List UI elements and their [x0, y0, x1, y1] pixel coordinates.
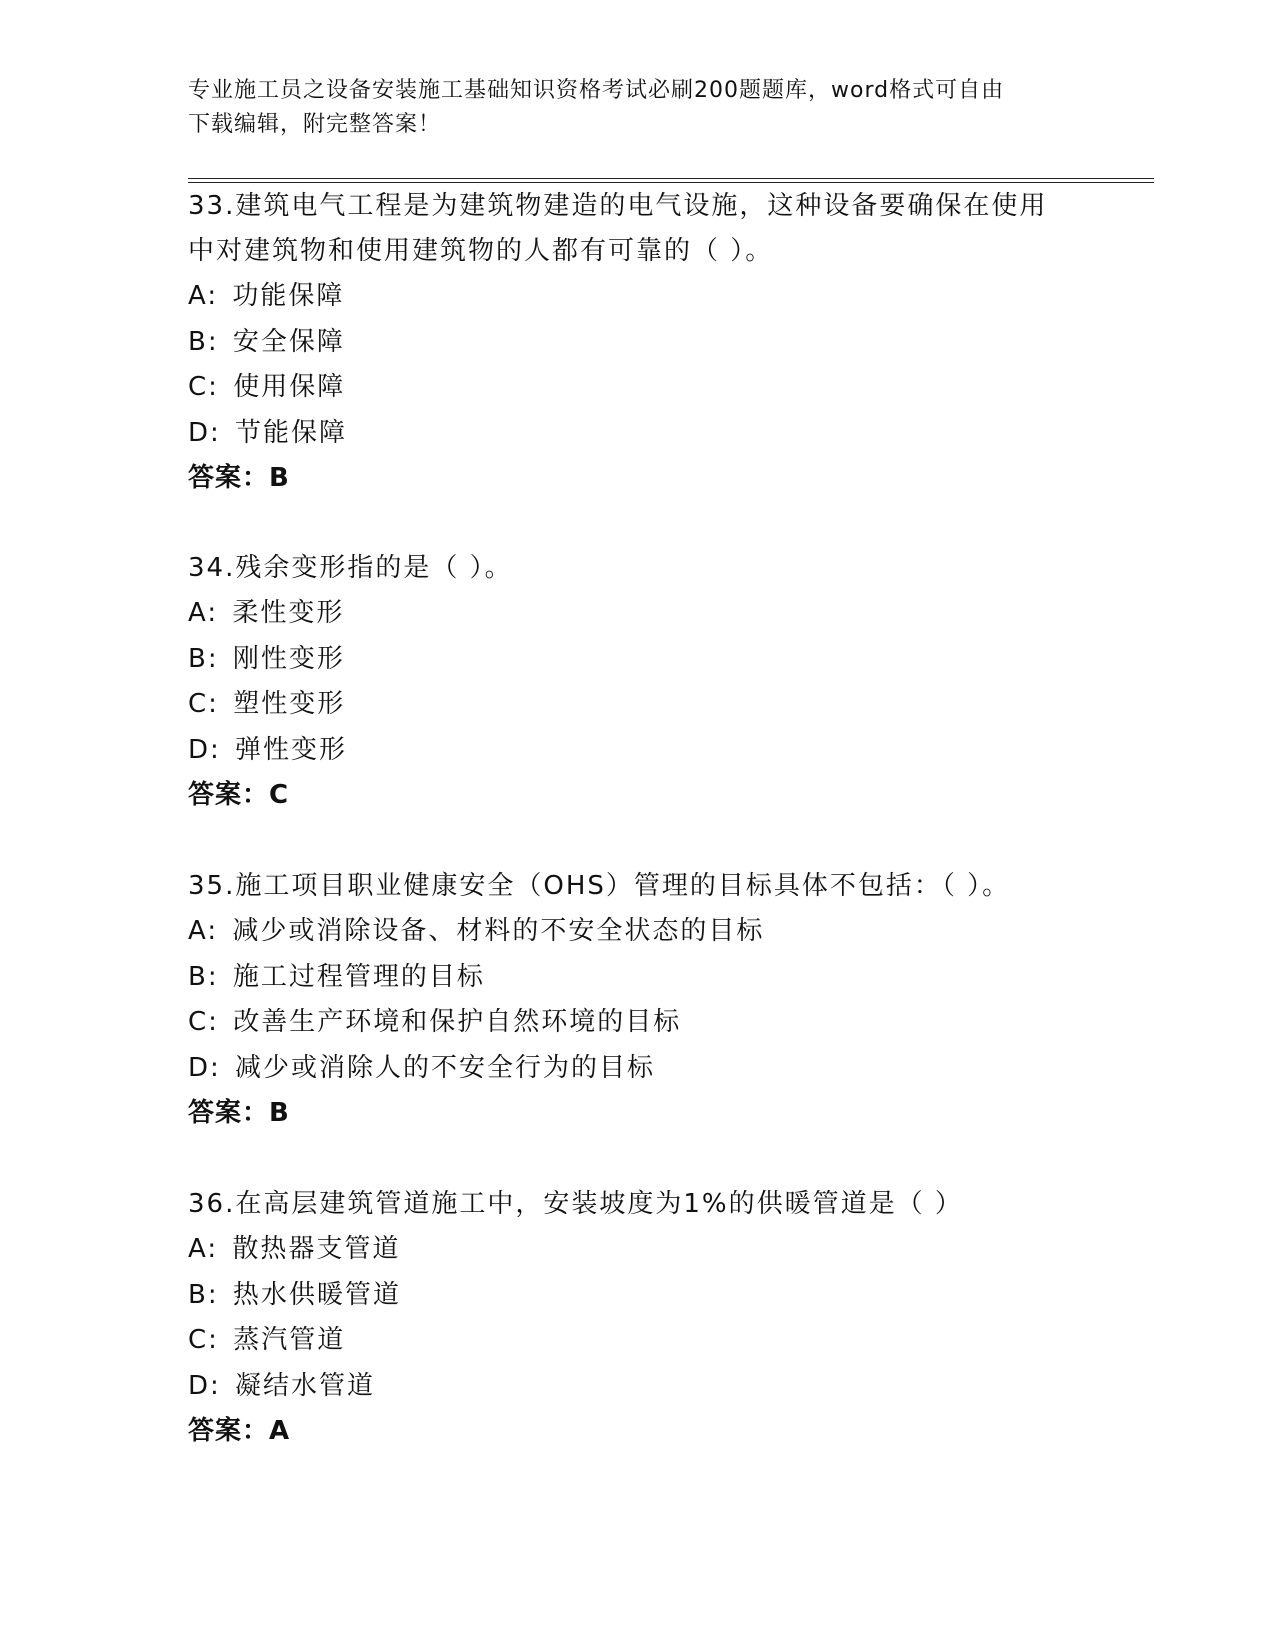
answer-text: 答案：A	[188, 1416, 291, 1446]
option-a	[188, 591, 1088, 637]
option-d	[188, 1364, 1088, 1410]
option-text: 散热器支管道	[232, 1234, 401, 1264]
option-b	[188, 637, 1088, 683]
option-a	[188, 909, 1088, 955]
option-text: 凝结水管道	[235, 1370, 376, 1401]
option-b	[188, 955, 1088, 1001]
answer-text: 答案：B	[188, 463, 290, 493]
option-key: B:	[188, 961, 219, 992]
option-key: B:	[188, 1279, 219, 1310]
option-key: B:	[188, 326, 219, 357]
option-text: 施工过程管理的目标	[232, 961, 485, 992]
option-text: 改善生产环境和保护自然环境的目标	[233, 1007, 682, 1037]
option-key: D:	[188, 417, 221, 448]
option-text: 减少或消除设备、材料的不安全状态的目标	[232, 916, 765, 946]
option-key: A:	[188, 916, 219, 946]
option-text: 蒸汽管道	[233, 1325, 346, 1355]
question-36	[188, 1182, 1088, 1455]
option-key: A:	[188, 281, 219, 311]
option-key: C:	[188, 689, 219, 719]
option-c	[188, 365, 1088, 411]
option-d	[188, 411, 1088, 457]
option-text: 节能保障	[235, 417, 348, 448]
option-key: C:	[188, 1325, 219, 1355]
option-key: D:	[188, 1370, 221, 1401]
option-c	[188, 682, 1088, 728]
option-c	[188, 1318, 1088, 1364]
option-key: C:	[188, 372, 219, 402]
header-line-2: 下载编辑，附完整答案！	[188, 112, 442, 137]
header-line-1: 专业施工员之设备安装施工基础知识资格考试必刷200题题库，word格式可自由	[188, 78, 1005, 103]
option-text: 热水供暖管道	[232, 1279, 401, 1310]
question-stem-line-2: 中对建筑物和使用建筑物的人都有可靠的（ ）。	[188, 236, 774, 266]
option-text: 安全保障	[232, 326, 345, 357]
option-a	[188, 1227, 1088, 1273]
question-33	[188, 184, 1088, 502]
question-stem: 36.在高层建筑管道施工中，安装坡度为1%的供暖管道是（ ）	[188, 1189, 963, 1219]
question-stem-line-1: 33.建筑电气工程是为建筑物建造的电气设施，这种设备要确保在使用	[188, 191, 1048, 221]
header-rule-bottom	[188, 182, 1154, 183]
option-text: 减少或消除人的不安全行为的目标	[235, 1052, 656, 1083]
option-text: 弹性变形	[235, 734, 348, 765]
option-key: C:	[188, 1007, 219, 1037]
option-b	[188, 320, 1088, 366]
option-text: 使用保障	[233, 372, 346, 402]
answer-text: 答案：C	[188, 780, 290, 810]
option-d	[188, 1046, 1088, 1092]
option-key: B:	[188, 643, 219, 674]
option-key: D:	[188, 734, 221, 765]
option-c	[188, 1000, 1088, 1046]
option-key: A:	[188, 1234, 219, 1264]
option-key: A:	[188, 598, 219, 628]
option-text: 塑性变形	[233, 689, 346, 719]
question-34	[188, 546, 1088, 819]
answer-text: 答案：B	[188, 1098, 290, 1128]
question-35	[188, 864, 1088, 1137]
option-b	[188, 1273, 1088, 1319]
question-stem: 34.残余变形指的是（ ）。	[188, 553, 513, 583]
document-header	[188, 74, 1068, 142]
option-text: 功能保障	[232, 281, 345, 311]
option-d	[188, 728, 1088, 774]
question-stem: 35.施工项目职业健康安全（OHS）管理的目标具体不包括：（ ）。	[188, 871, 1011, 901]
option-text: 柔性变形	[232, 598, 345, 628]
option-key: D:	[188, 1052, 221, 1083]
header-rule-top	[188, 178, 1154, 179]
option-text: 刚性变形	[232, 643, 345, 674]
option-a	[188, 274, 1088, 320]
